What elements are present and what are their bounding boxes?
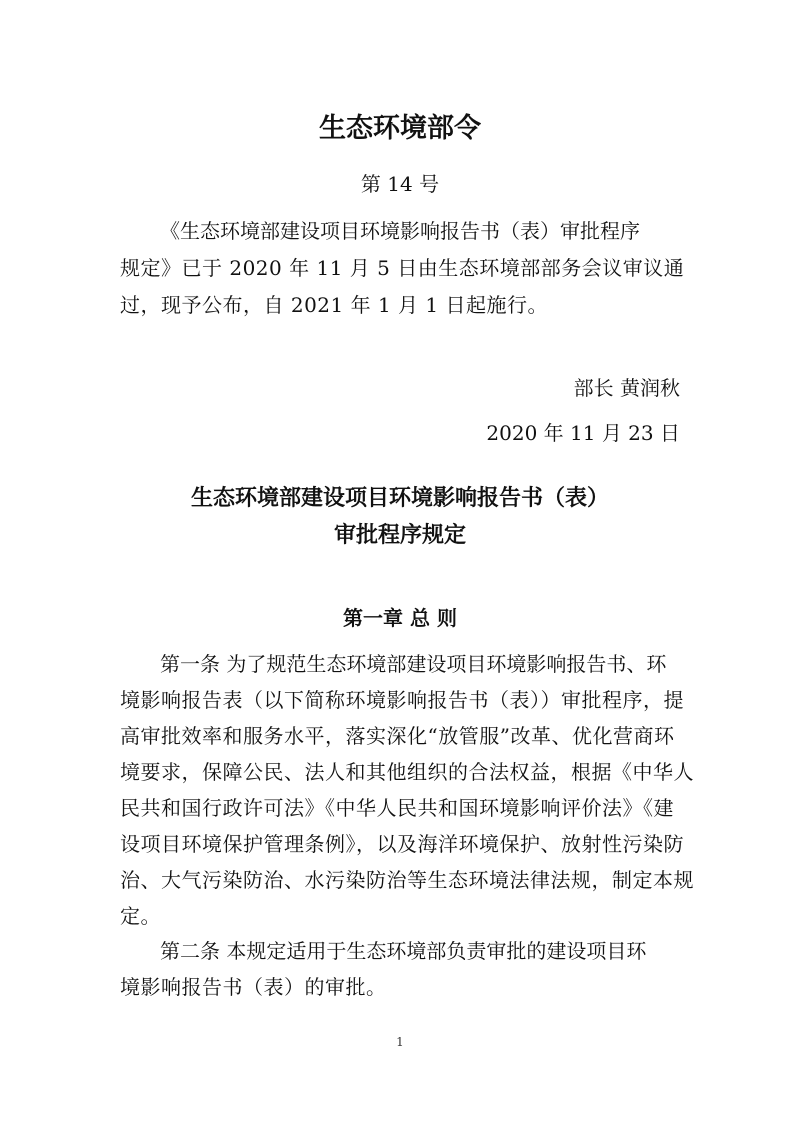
article-1-line: 高审批效率和服务水平，落实深化“放管服”改革、优化营商环 [120,724,675,748]
article-1-line: 境要求，保障公民、法人和其他组织的合法权益，根据《中华人 [120,760,694,784]
article-1-line: 定。 [120,904,161,928]
article-1-line: 治、大气污染防治、水污染防治等生态环境法律法规，制定本规 [120,868,694,892]
article-1-line: 境影响报告表（以下简称环境影响报告书（表））审批程序，提 [120,688,684,712]
article-1-line: 第一条 为了规范生态环境部建设项目环境影响报告书、环 [160,652,667,676]
chapter-heading: 第一章 总 则 [343,606,457,630]
article-1-line: 民共和国行政许可法》《中华人民共和国环境影响评价法》《建 [120,796,674,820]
article-2-line: 第二条 本规定适用于生态环境部负责审批的建设项目环 [160,939,647,963]
page-number: 1 [396,1035,404,1049]
decree-body-line: 过，现予公布，自 2021 年 1 月 1 日起施行。 [120,293,548,317]
article-2-line: 境影响报告书（表）的审批。 [120,975,387,999]
decree-body-line: 《生态环境部建设项目环境影响报告书（表）审批程序 [160,219,640,243]
article-1-line: 设项目环境保护管理条例》，以及海洋环境保护、放射性污染防 [120,832,684,856]
regulation-title-line: 生态环境部建设项目环境影响报告书（表） [190,486,609,511]
decree-date: 2020 年 11 月 23 日 [486,421,680,445]
decree-body-line: 规定》已于 2020 年 11 月 5 日由生态环境部部务会议审议通 [120,256,685,280]
decree-signer: 部长 黄润秋 [573,376,680,400]
decree-title: 生态环境部令 [319,113,481,144]
decree-number: 第 14 号 [360,172,440,196]
regulation-title-line: 审批程序规定 [333,523,466,548]
